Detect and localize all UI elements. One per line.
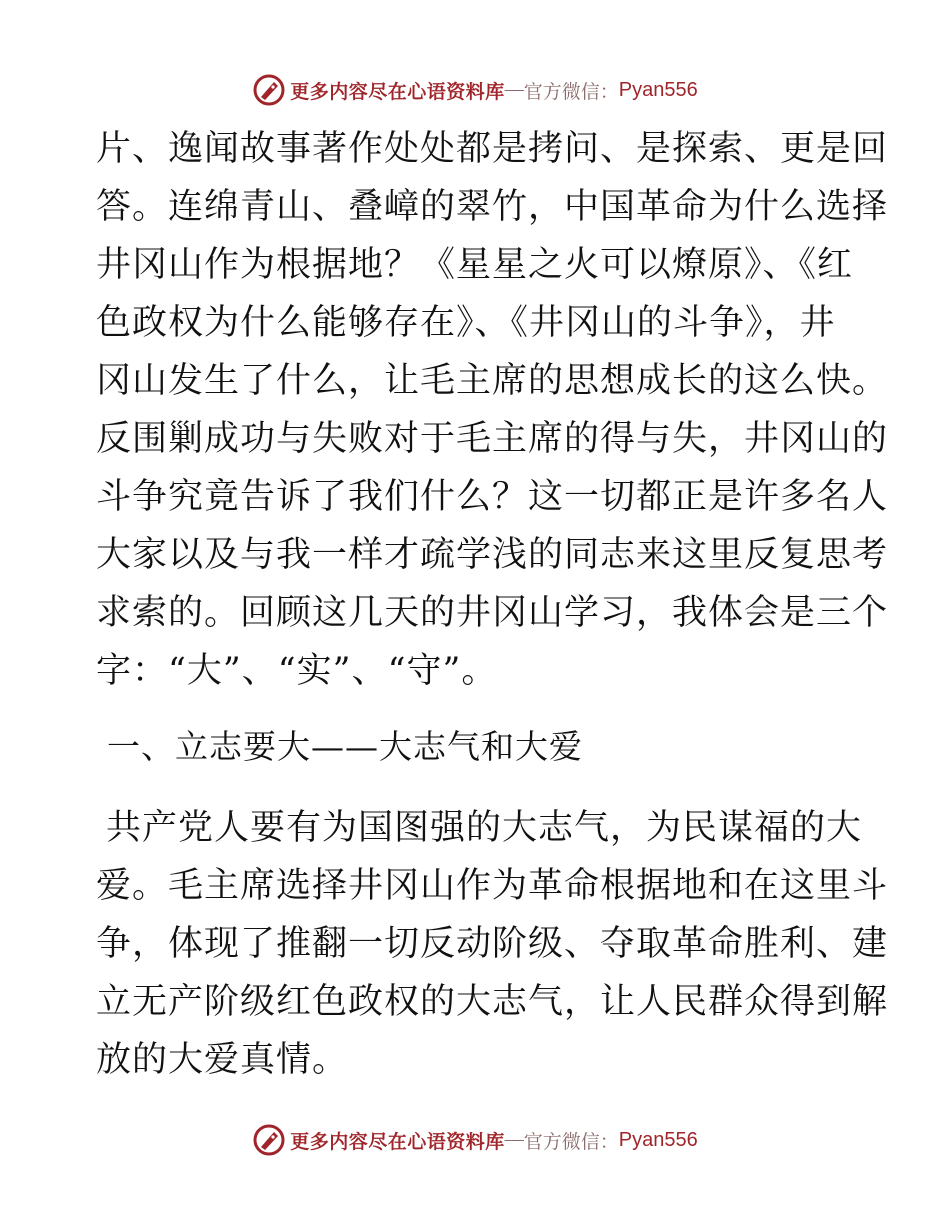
banner-slogan: 更多内容尽在心语资料库 bbox=[290, 80, 505, 103]
banner-wechat-id: Pyan556 bbox=[618, 78, 698, 101]
text-line: 井冈山作为根据地？《星星之火可以燎原》、《红 bbox=[96, 245, 854, 285]
text-line: 色政权为什么能够存在》、《井冈山的斗争》，井 bbox=[96, 303, 836, 343]
section-heading: 一、立志要大——大志气和大爱 bbox=[107, 727, 583, 766]
paragraph-2 bbox=[96, 799, 889, 1089]
text-line: 共产党人要有为国图强的大志气，为民谋福的大 bbox=[106, 808, 863, 848]
banner-slogan: 更多内容尽在心语资料库 bbox=[290, 1130, 505, 1153]
banner-wechat-label: 官方微信： bbox=[523, 1130, 619, 1153]
banner-wechat-id: Pyan556 bbox=[618, 1128, 698, 1151]
text-line: 冈山发生了什么，让毛主席的思想成长的这么快。 bbox=[96, 361, 889, 401]
banner-dash: — bbox=[504, 1129, 524, 1150]
text-line: 字：“大”、“实”、“守”。 bbox=[96, 651, 498, 691]
text-line: 大家以及与我一样才疏学浅的同志来这里反复思考 bbox=[96, 535, 889, 575]
pen-nib-circle-icon bbox=[252, 1123, 286, 1157]
footer-banner bbox=[0, 1120, 950, 1160]
banner-wechat-label: 官方微信： bbox=[523, 80, 619, 103]
text-line: 求索的。回顾这几天的井冈山学习，我体会是三个 bbox=[96, 593, 889, 633]
text-line: 答。连绵青山、叠嶂的翠竹，中国革命为什么选择 bbox=[96, 187, 889, 227]
banner-dash: — bbox=[504, 79, 524, 100]
text-line: 片、逸闻故事著作处处都是拷问、是探索、更是回 bbox=[96, 129, 889, 169]
paragraph-1 bbox=[96, 120, 889, 700]
header-banner bbox=[0, 70, 950, 110]
pen-nib-circle-icon bbox=[252, 73, 286, 107]
text-line: 斗争究竟告诉了我们什么？这一切都正是许多名人 bbox=[96, 477, 889, 517]
text-line: 反围剿成功与失败对于毛主席的得与失，井冈山的 bbox=[96, 419, 889, 459]
text-line: 放的大爱真情。 bbox=[96, 1040, 349, 1080]
text-line: 立无产阶级红色政权的大志气，让人民群众得到解 bbox=[96, 982, 889, 1022]
text-line: 争，体现了推翻一切反动阶级、夺取革命胜利、建 bbox=[96, 924, 889, 964]
text-line: 爱。毛主席选择井冈山作为革命根据地和在这里斗 bbox=[96, 866, 889, 906]
